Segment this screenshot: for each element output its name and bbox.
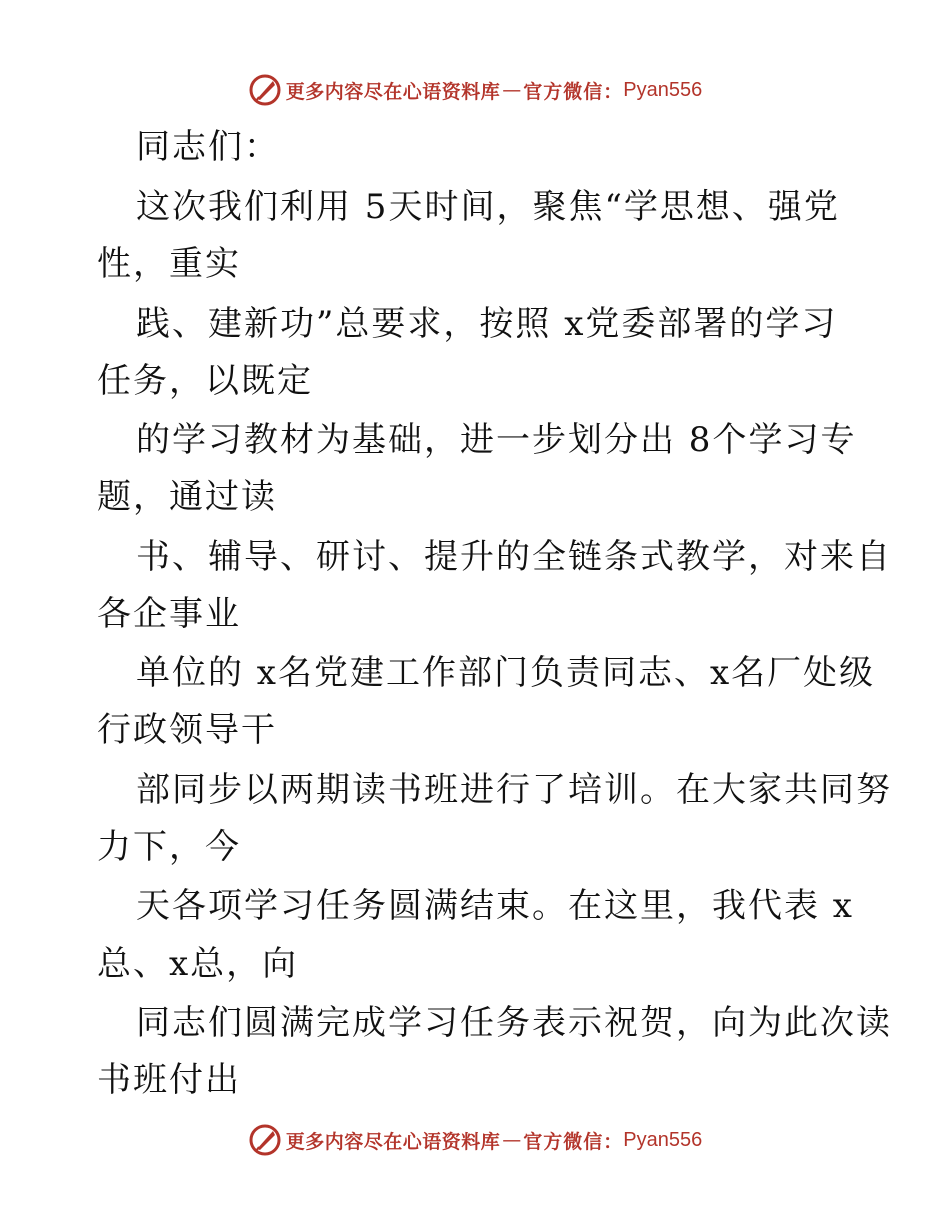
body-line: 力下，今 <box>97 827 241 867</box>
quill-logo-icon <box>248 73 282 107</box>
footer-banner <box>0 1122 950 1158</box>
body-line: 性，重实 <box>97 244 241 284</box>
header-wechat-label: 官方微信： <box>523 80 624 103</box>
body-line: 部同步以两期读书班进行了培训。在大家共同努 <box>136 770 892 810</box>
quill-logo-icon <box>248 1123 282 1157</box>
header-brand-text: 更多内容尽在心语资料库 <box>285 80 501 103</box>
body-line: 书、辅导、研讨、提升的全链条式教学，对来自 <box>136 537 892 577</box>
header-separator: — <box>502 79 522 101</box>
body-line: 行政领导干 <box>97 710 277 750</box>
body-line: 任务，以既定 <box>97 361 313 401</box>
footer-brand-text: 更多内容尽在心语资料库 <box>285 1130 501 1153</box>
footer-separator: — <box>502 1129 522 1151</box>
body-line: 天各项学习任务圆满结束。在这里，我代表 x <box>136 886 854 926</box>
body-line: 各企事业 <box>97 594 241 634</box>
header-banner <box>0 72 950 108</box>
body-line: 总、x总，向 <box>97 944 299 984</box>
body-line: 的学习教材为基础，进一步划分出 8个学习专 <box>136 420 857 460</box>
body-line: 单位的 x名党建工作部门负责同志、x名厂处级 <box>136 653 876 693</box>
footer-wechat-id: Pyan556 <box>623 1128 703 1151</box>
header-wechat-id: Pyan556 <box>623 78 703 101</box>
body-line: 题，通过读 <box>97 477 277 517</box>
footer-wechat-label: 官方微信： <box>523 1130 624 1153</box>
body-line: 这次我们利用 5天时间，聚焦“学思想、强党 <box>136 187 840 227</box>
body-line: 书班付出 <box>97 1060 241 1100</box>
body-line: 践、建新功”总要求，按照 x党委部署的学习 <box>136 304 838 344</box>
body-line: 同志们圆满完成学习任务表示祝贺，向为此次读 <box>136 1003 892 1043</box>
greeting: 同志们： <box>136 127 280 167</box>
